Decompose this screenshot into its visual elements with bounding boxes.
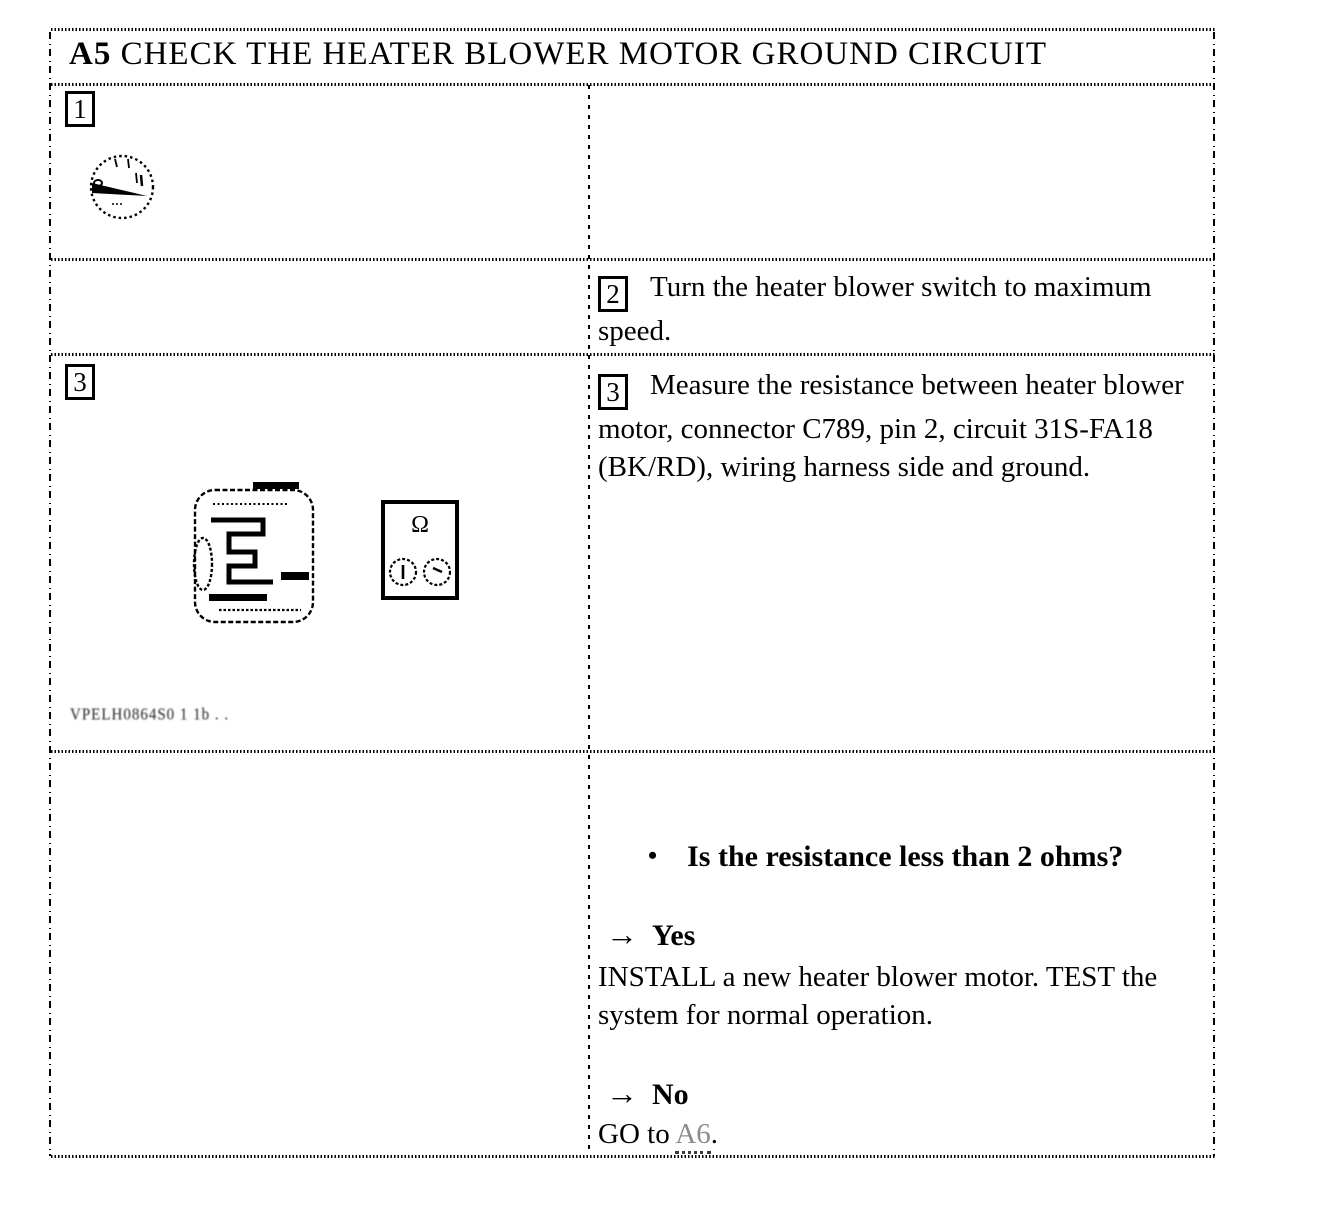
title-row-divider: [51, 83, 1215, 86]
yes-label: Yes: [652, 919, 696, 952]
yes-action-text: INSTALL a new heater blower motor. TEST the system for normal operation.: [598, 961, 1158, 1031]
clock-gauge-icon: [85, 150, 159, 224]
go-suffix: .: [710, 1118, 719, 1150]
go-to-a6-link[interactable]: A6: [675, 1118, 710, 1154]
pinpoint-test-table: [49, 28, 1217, 1158]
figure-caption: VPELH0864S0 1 1b . .: [70, 706, 230, 724]
step2-instruction: [598, 268, 1160, 350]
decision-question: [648, 840, 1123, 874]
row1-divider: [51, 258, 1215, 261]
go-prefix: GO to: [598, 1118, 676, 1150]
step3-instruction: [598, 366, 1212, 486]
question-text: Is the resistance less than 2 ohms?: [687, 840, 1124, 873]
connector-body: [194, 482, 313, 622]
table-border-bottom: [51, 1155, 1215, 1158]
table-border-left: [49, 32, 51, 1156]
ohmmeter-block: [383, 502, 457, 598]
step3-number-box-left: 3: [65, 364, 95, 400]
step2-text: Turn the heater blower switch to maximum speed.: [598, 271, 1152, 347]
row3-divider: [51, 750, 1215, 753]
no-label: No: [652, 1078, 689, 1111]
ohm-symbol: Ω: [411, 512, 429, 538]
test-id: A5: [69, 36, 112, 72]
step2-number-box: 2: [598, 276, 628, 312]
row2-divider: [51, 353, 1215, 356]
arrow-right-icon: →: [606, 1075, 638, 1111]
step3-text: Measure the resistance between heater blower motor, connector C789, pin 2, circuit 31S-FA18 (BK/RD), wiring harness side and ground.: [598, 369, 1184, 483]
yes-branch-header: [606, 916, 695, 953]
step3-number-box: 3: [598, 374, 628, 410]
column-divider: [588, 85, 590, 1155]
table-border-top: [51, 28, 1215, 31]
bullet-icon: •: [648, 841, 658, 870]
arrow-right-icon: →: [606, 916, 638, 952]
no-action-text: [598, 1115, 1160, 1153]
no-branch-header: [606, 1075, 689, 1112]
step1-number-box: 1: [65, 91, 95, 127]
connector-ohmmeter-figure: [161, 476, 471, 646]
test-title-text: CHECK THE HEATER BLOWER MOTOR GROUND CIRCUIT: [120, 36, 1048, 72]
table-border-right: [1213, 32, 1215, 1156]
page-title: [69, 36, 1209, 73]
